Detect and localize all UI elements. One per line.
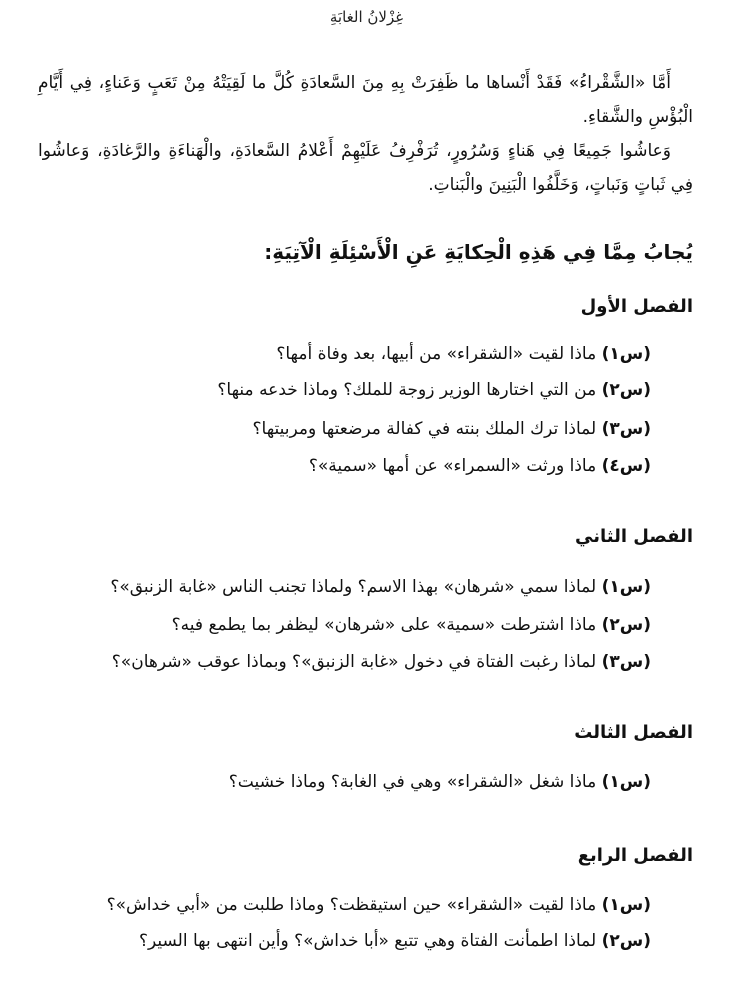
question-text: ماذا ورثت «السمراء» عن أمها «سمية»؟	[308, 456, 597, 476]
section-title-4: الفصل الرابع	[577, 845, 693, 866]
question-text: لماذا رغبت الفتاة في دخول «غابة الزنبق»؟ وبماذا عوقب «شرهان»؟	[111, 652, 597, 672]
question-item	[31, 615, 651, 635]
section-title-1: الفصل الأول	[580, 296, 693, 317]
question-text: لماذا سمي «شرهان» بهذا الاسم؟ ولماذا تجنب الناس «غابة الزنبق»؟	[110, 577, 597, 597]
question-number: (س٢)	[601, 931, 651, 951]
question-number: (س١)	[601, 772, 651, 792]
story-paragraph-1	[38, 66, 693, 134]
question-item	[31, 895, 651, 915]
question-text: لماذا ترك الملك بنته في كفالة مرضعتها ومربيتها؟	[252, 419, 597, 439]
question-number: (س١)	[601, 895, 651, 915]
question-text: لماذا اطمأنت الفتاة وهي تتبع «أبا خداش»؟ وأين انتهى بها السير؟	[138, 931, 597, 951]
question-item	[31, 931, 651, 951]
question-text: ماذا شغل «الشقراء» وهي في الغابة؟ وماذا خشيت؟	[228, 772, 597, 792]
question-item	[31, 772, 651, 792]
question-number: (س٤)	[601, 456, 651, 476]
question-text: ماذا لقيت «الشقراء» حين استيقظت؟ وماذا طلبت من «أبي خداش»؟	[106, 895, 597, 915]
story-paragraph-2	[38, 134, 693, 202]
questions-intro: يُجابُ مِمَّا فِي هَذِهِ الْحِكايَةِ عَنِ الْأَسْئِلَةِ الْآتِيَةِ:	[264, 240, 693, 264]
question-text: ماذا لقيت «الشقراء» من أبيها، بعد وفاة أمها؟	[276, 344, 597, 364]
question-text: ماذا اشترطت «سمية» على «شرهان» ليظفر بما يطمع فيه؟	[171, 615, 597, 635]
section-title-3: الفصل الثالث	[574, 722, 693, 743]
question-item	[31, 419, 651, 439]
question-number: (س١)	[601, 344, 651, 364]
question-item	[31, 344, 651, 364]
question-item	[31, 456, 651, 476]
question-text: من التي اختارها الوزير زوجة للملك؟ وماذا خدعه منها؟	[217, 380, 597, 400]
running-header: غِزْلانُ الغابَةِ	[329, 8, 404, 26]
question-item	[31, 577, 651, 597]
question-number: (س١)	[601, 577, 651, 597]
section-title-2: الفصل الثاني	[575, 526, 693, 547]
paragraph-text: وَعاشُوا جَمِيعًا فِي هَناءٍ وَسُرُورٍ، تُرَفْرِفُ عَلَيْهِمْ أَعْلامُ السَّعادَةِ، والْهَناءَةِ والرَّغادَةِ، وَعاشُوا فِي ثَباتٍ وَنَباتٍ، وَخَلَّفُوا الْبَنِينَ والْبَناتِ.	[38, 141, 693, 195]
question-number: (س٣)	[601, 652, 651, 672]
question-number: (س٢)	[601, 380, 651, 400]
question-number: (س٢)	[601, 615, 651, 635]
question-number: (س٣)	[601, 419, 651, 439]
question-item	[31, 380, 651, 400]
question-item	[31, 652, 651, 672]
paragraph-text: أَمَّا «الشَّقْراءُ» فَقَدْ أَنْساها ما ظَفِرَتْ بِهِ مِنَ السَّعادَةِ كُلَّ ما لَقِيَتْهُ مِنْ تَعَبٍ وَعَناءٍ، فِي أَيَّامِ الْبُؤْسِ والشَّقاءِ.	[38, 73, 693, 127]
